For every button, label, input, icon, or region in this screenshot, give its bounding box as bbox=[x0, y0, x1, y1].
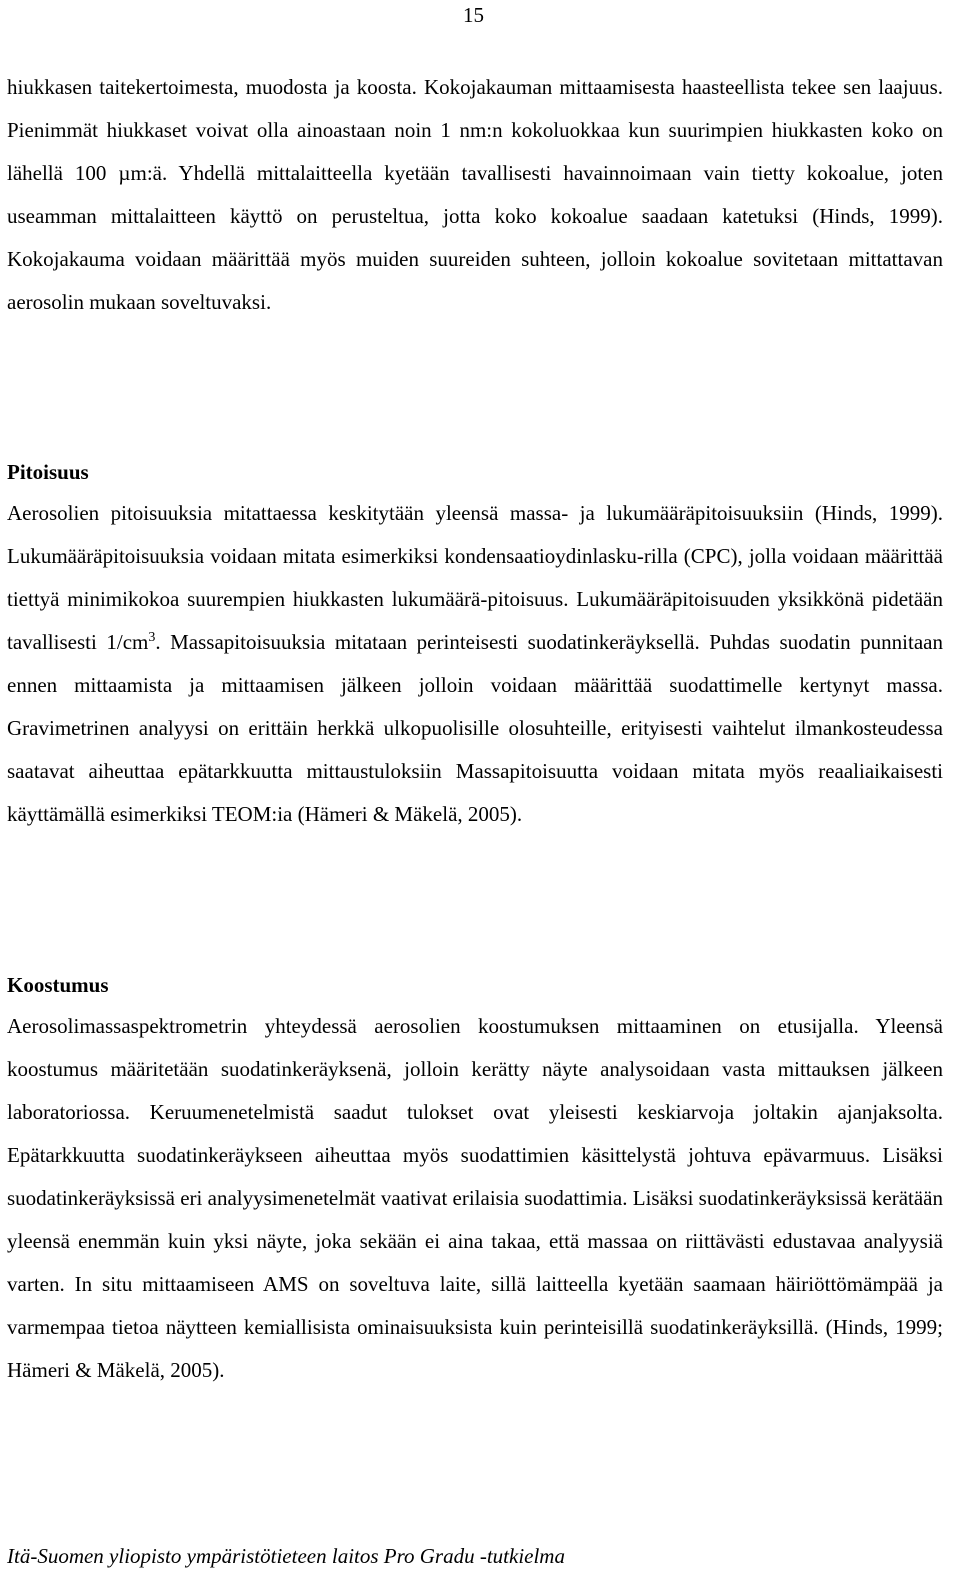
koostumus-paragraph: Aerosolimassaspektrometrin yhteydessä aerosolien koostumuksen mittaaminen on etusijalla. Yleensä koostumus määritetään suodatinkeräyksenä, jolloin kerätty näyte analysoidaan vasta mittauksen jälkeen laboratoriossa. Keruumenetelmistä saadut tulokset ovat yleisesti keskiarvoja joltakin ajanjaksolta. Epätarkkuutta suodatinkeräykseen aiheuttaa myös suodattimien käsittelystä johtuva epävarmuus. Lisäksi suodatinkeräyksissä eri analyysimenetelmät vaativat erilaisia suodattimia. Lisäksi suodatinkeräyksissä kerätään yleensä enemmän kuin yksi näyte, joka sekään ei aina takaa, että massaa on riittävästi edustavaa analyysiä varten. In situ mittaamiseen AMS on soveltuva laite, sillä laitteella kyetään saamaan häiriöttömämpää ja varmempaa tietoa näytteen kemiallisista ominaisuuksista kuin perinteisillä suodatinkeräyksillä. (Hinds, 1999; Hämeri & Mäkelä, 2005). bbox=[7, 1014, 943, 1382]
koostumus-heading: Koostumus bbox=[7, 973, 109, 997]
pitoisuus-section bbox=[7, 452, 943, 836]
intro-section bbox=[7, 66, 943, 324]
koostumus-section bbox=[7, 965, 943, 1392]
intro-paragraph: hiukkasen taitekertoimesta, muodosta ja koosta. Kokojakauman mittaamisesta haasteellista tekee sen laajuus. Pienimmät hiukkaset voivat olla ainoastaan noin 1 nm:n kokoluokkaa kun suurimpien hiukkasten koko on lähellä 100 µm:ä. Yhdellä mittalaitteella kyetään tavallisesti havainnoimaan vain tietty kokoalue, joten useamman mittalaitteen käyttö on perusteltua, jotta koko kokoalue saadaan katetuksi (Hinds, 1999). Kokojakauma voidaan määrittää myös muiden suureiden suhteen, jolloin kokoalue sovitetaan mittattavan aerosolin mukaan soveltuvaksi. bbox=[7, 75, 943, 314]
pitoisuus-text-part-2: . Massapitoisuuksia mitataan perinteisesti suodatinkeräyksellä. Puhdas suodatin punnitaan ennen mittaamista ja mittaamisen jälkeen jolloin voidaan määrittää suodattimelle kertynyt massa. Gravimetrinen analyysi on erittäin herkkä ulkopuolisille olosuhteille, erityisesti vaihtelut ilmankosteudessa saatavat aiheuttaa epätarkkuutta mittaustuloksiin Massapitoisuutta voidaan mitata myös reaaliaikaisesti käyttämällä esimerkiksi TEOM:ia (Hämeri & Mäkelä, 2005). bbox=[7, 630, 943, 826]
pitoisuus-text-part-1: Aerosolien pitoisuuksia mitattaessa keskitytään yleensä massa- ja lukumääräpitoisuuksiin (Hinds, 1999). Lukumääräpitoisuuksia voidaan mitata esimerkiksi kondensaatioydinlasku-rilla (CPC), jolla voidaan määrittää tiettyä minimikokoa suurempien hiukkasten lukumäärä-pitoisuus. Lukumääräpitoisuuden yksikkönä pidetään tavallisesti 1/cm bbox=[7, 501, 943, 654]
superscript-exponent: 3 bbox=[148, 630, 156, 645]
pitoisuus-paragraph bbox=[7, 492, 943, 836]
pitoisuus-heading: Pitoisuus bbox=[7, 460, 89, 484]
page-number: 15 bbox=[463, 3, 484, 27]
page-footer: Itä-Suomen yliopisto ympäristötieteen laitos Pro Gradu -tutkielma bbox=[7, 1544, 565, 1568]
